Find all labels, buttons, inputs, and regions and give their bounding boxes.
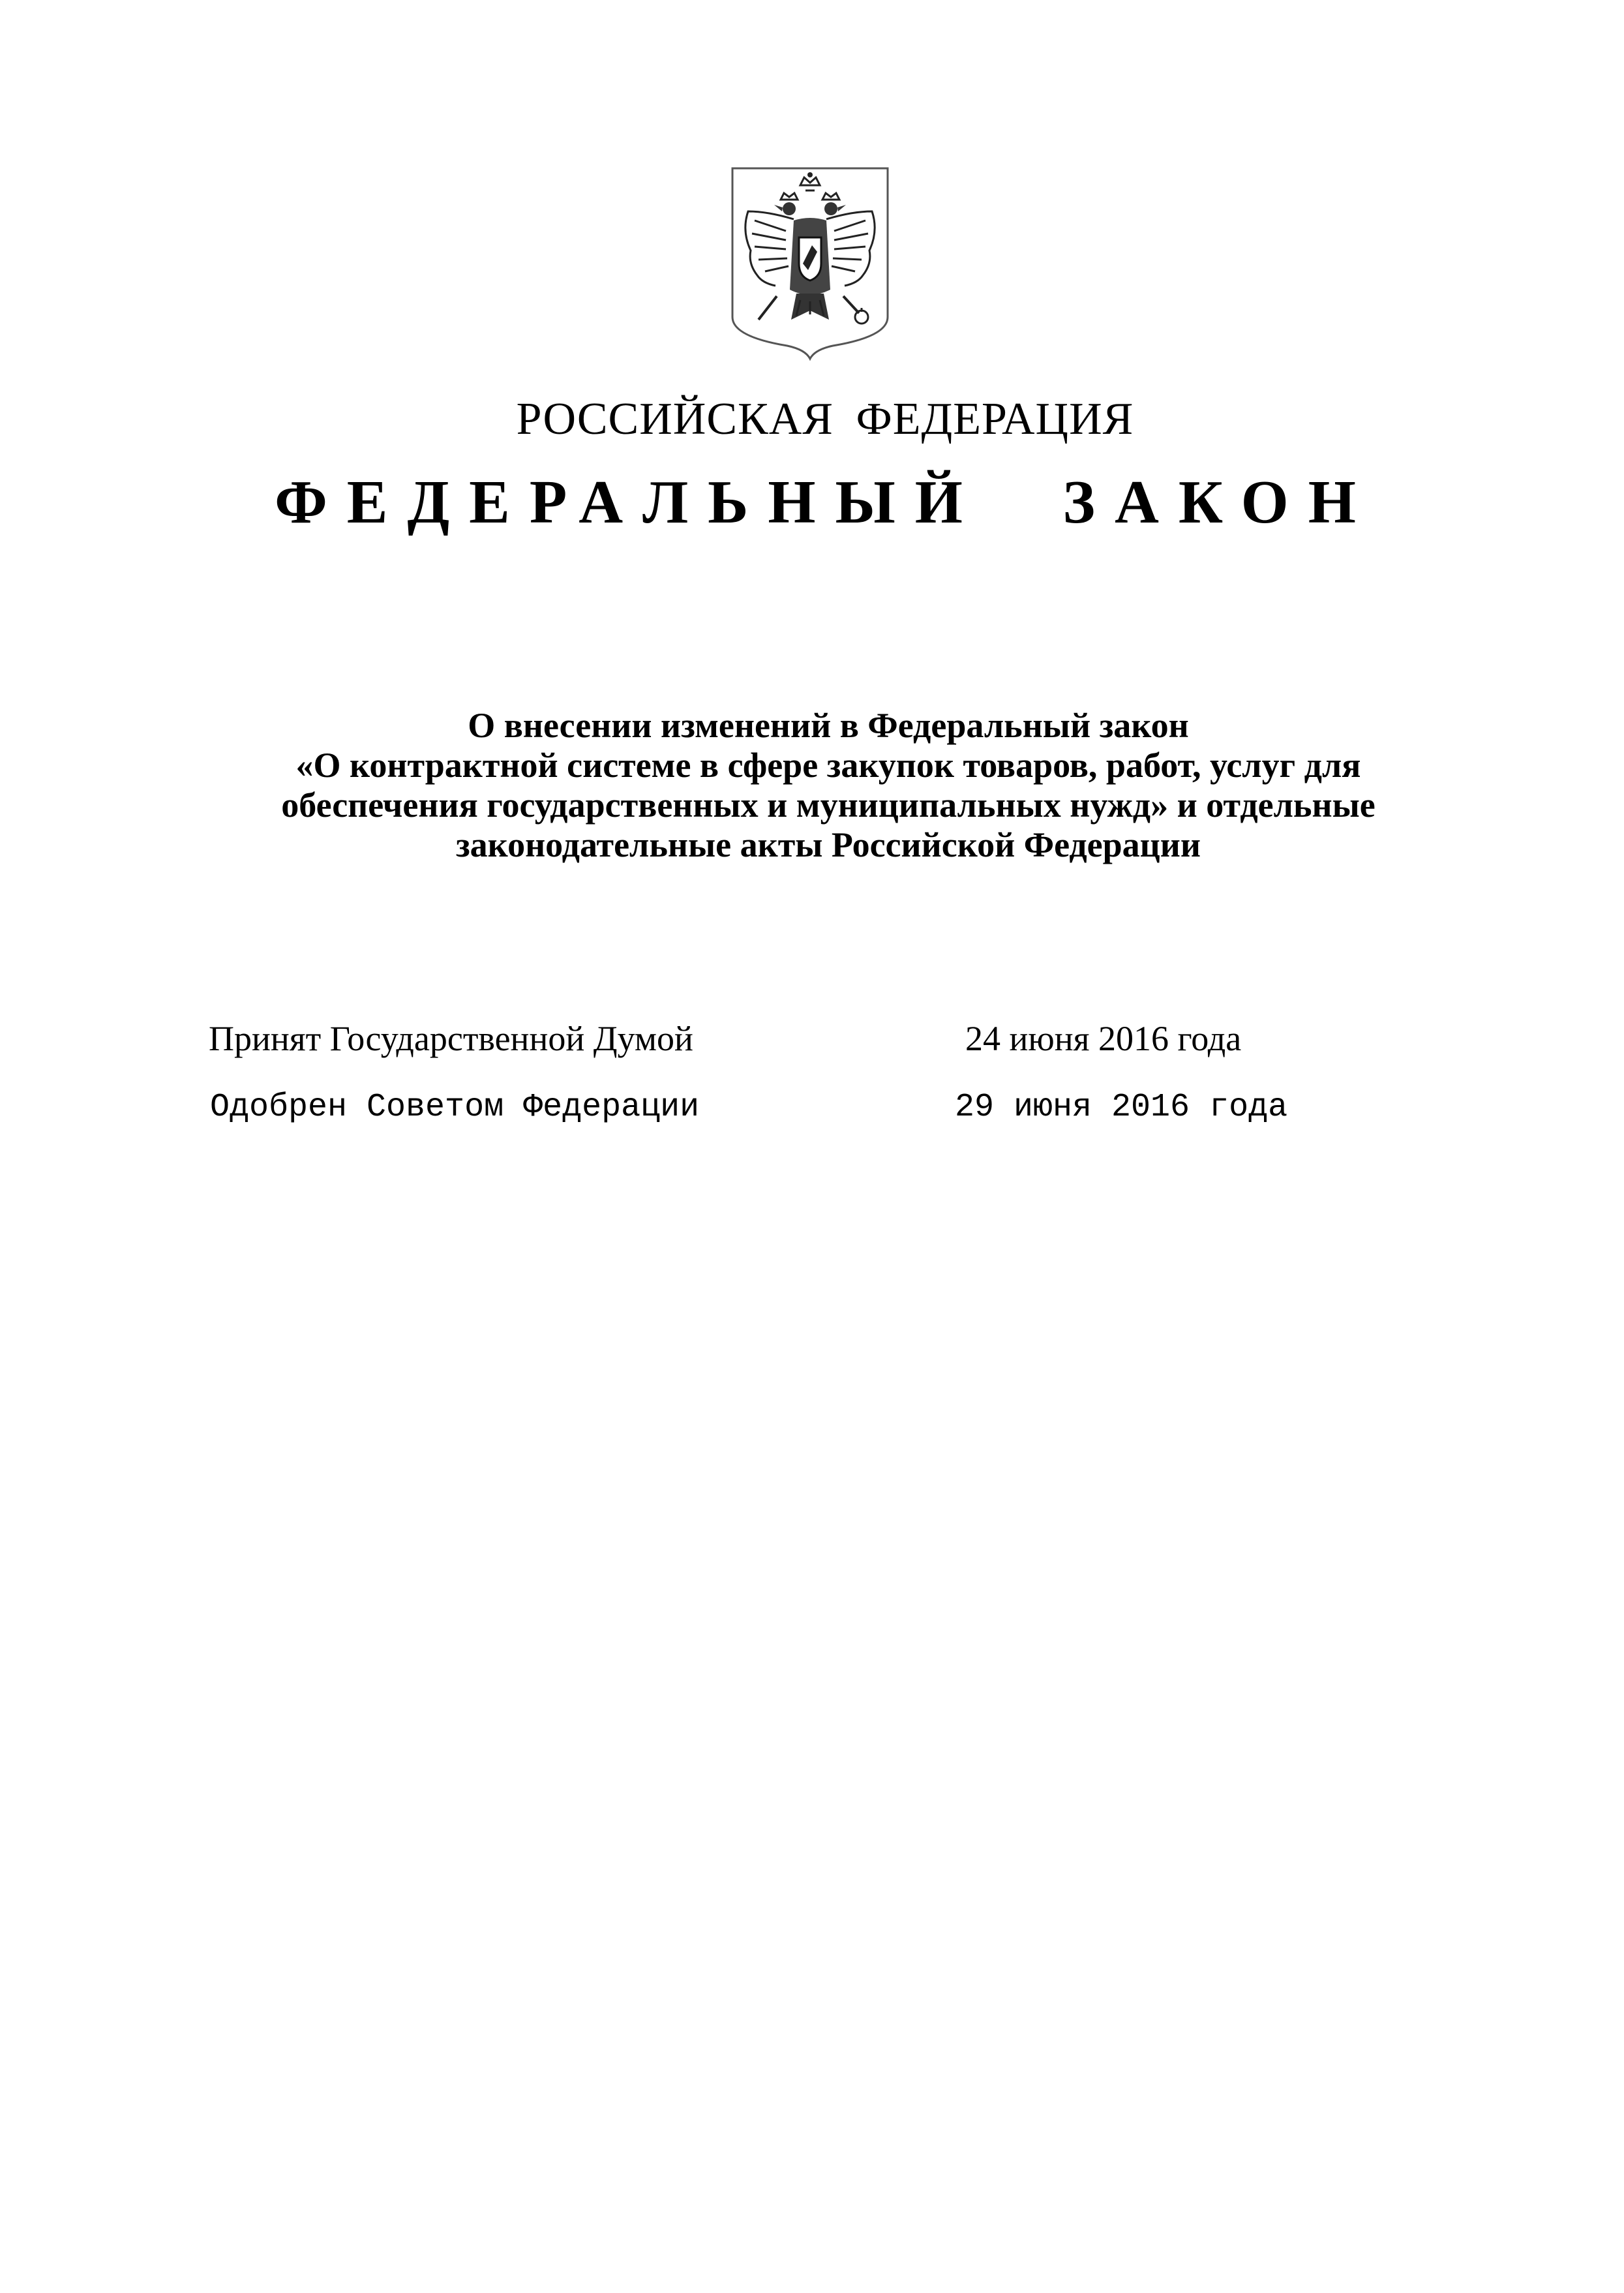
council-approval-date: 29 июня 2016 года (955, 1089, 1288, 1126)
duma-adoption-label: Принят Государственной Думой (209, 1019, 693, 1058)
law-title (196, 706, 1461, 865)
council-approval-label: Одобрен Советом Федерации (210, 1089, 700, 1126)
law-title-line: О внесении изменений в Федеральный закон (468, 706, 1189, 745)
country-name: РОССИЙСКАЯ ФЕДЕРАЦИЯ (516, 394, 1134, 444)
law-title-line: обеспечения государственных и муниципальных нужд» и отдельные (281, 785, 1376, 825)
russian-coat-of-arms-icon (729, 166, 892, 361)
law-title-line: законодательные акты Российской Федерации (455, 825, 1201, 864)
law-title-line: «О контрактной системе в сфере закупок товаров, работ, услуг для (295, 746, 1361, 785)
document-type-heading: ФЕДЕРАЛЬНЫЙ ЗАКОН (275, 468, 1376, 536)
duma-adoption-date: 24 июня 2016 года (965, 1019, 1242, 1058)
